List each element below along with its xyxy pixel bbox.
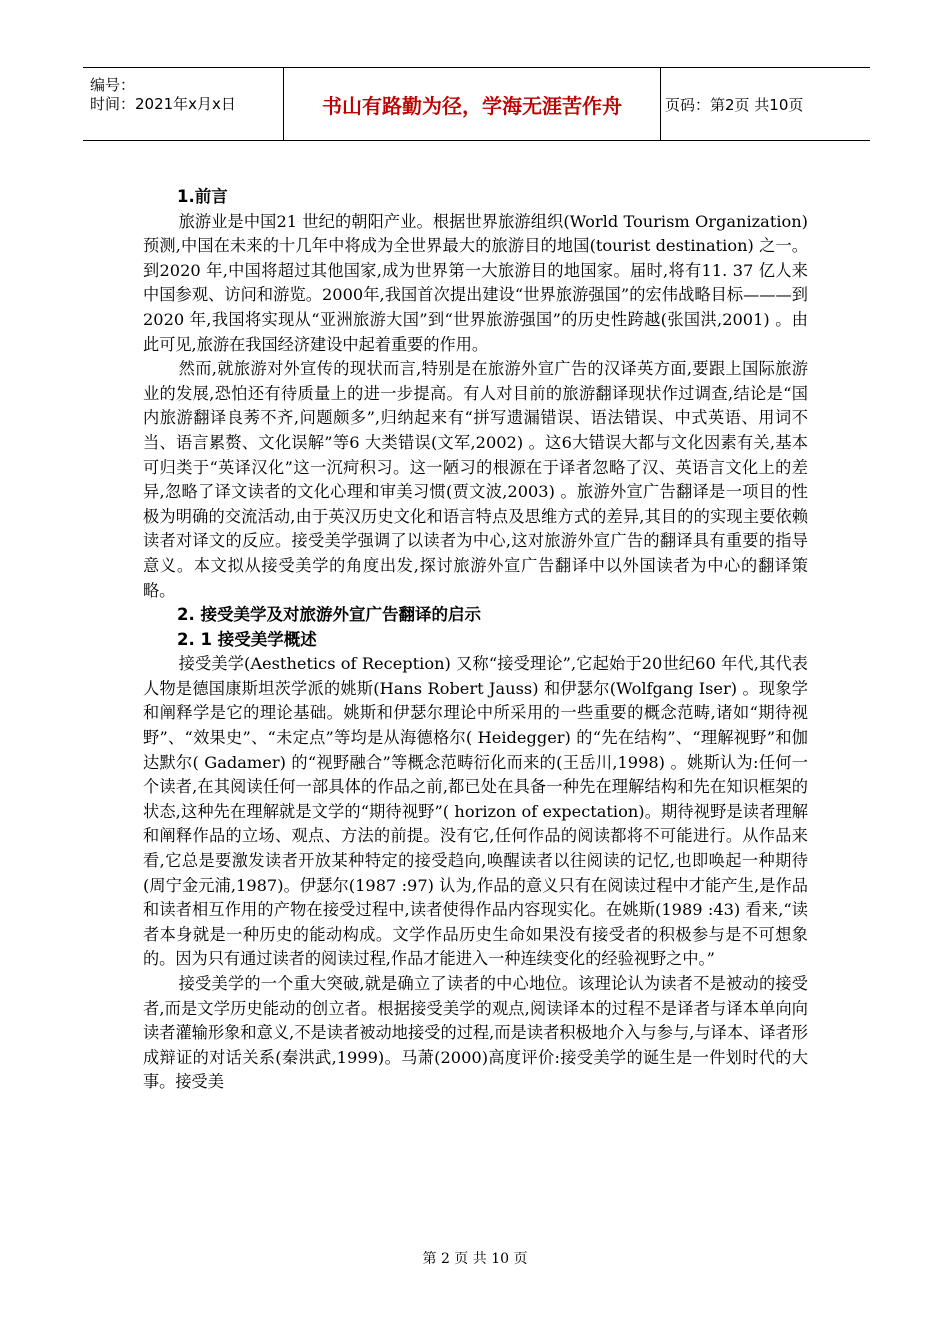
header-time-label: 时间：2021年x月x日	[90, 95, 236, 113]
section-1-paragraph-2: 然而,就旅游对外宣传的现状而言,特别是在旅游外宣广告的汉译英方面,要跟上国际旅游业的发展,恐怕还有待质量上的进一步提高。有人对目前的旅游翻译现状作过调查,结论是“国内旅游翻译良莠不齐,问题颇多”,归纳起来有“拼写遗漏错误、语法错误、中式英语、用词不当、语言累赘、文化误解”等6 大类错误(文军,2002) 。这6大错误大都与文化因素有关,基本可归类于“英译汉化”这一沉疴积习。这一陋习的根源在于译者忽略了汉、英语言文化上的差异,忽略了译文读者的文化心理和审美习惯(贾文波,2003) 。旅游外宣广告翻译是一项目的性极为明确的交流活动,由于英汉历史文化和语言特点及思维方式的差异,其目的的实现主要依赖读者对译文的反应。接受美学强调了以读者为中心,这对旅游外宣广告的翻译具有重要的指导意义。本文拟从接受美学的角度出发,探讨旅游外宣广告翻译中以外国读者为中心的翻译策略。	[143, 359, 808, 600]
header-motto: 书山有路勤为径，学海无涯苦作舟	[284, 68, 661, 140]
header-number-label: 编号：	[90, 76, 136, 94]
section-2-title: 2. 接受美学及对旅游外宣广告翻译的启示	[177, 605, 481, 625]
document-body	[143, 185, 808, 1095]
page-footer: 第 2 页 共 10 页	[422, 1251, 528, 1267]
header-page-label: 页码：第2页 共10页	[665, 95, 804, 114]
section-1-paragraph-1: 旅游业是中国21 世纪的朝阳产业。根据世界旅游组织(World Tourism Organization) 预测,中国在未来的十几年中将成为全世界最大的旅游目的地国(tourist destination) 之一。到2020 年,中国将超过其他国家,成为世界第一大旅游目的地国家。届时,将有11. 37 亿人来中国参观、访问和游览。2000年,我国首次提出建设“世界旅游强国”的宏伟战略目标———到2020 年,我国将实现从“亚洲旅游大国”到“世界旅游强国”的历史性跨越(张国洪,2001) 。由此可见,旅游在我国经济建设中起着重要的作用。	[143, 211, 808, 354]
document-header	[83, 67, 870, 141]
section-2-1-paragraph-1: 接受美学(Aesthetics of Reception) 又称“接受理论”,它起始于20世纪60 年代,其代表人物是德国康斯坦茨学派的姚斯(Hans Robert Jauss) 和伊瑟尔(Wolfgang Iser) 。现象学和阐释学是它的理论基础。姚斯和伊瑟尔理论中所采用的一些重要的概念范畴,诸如“期待视野”、“效果史”、“未定点”等均是从海德格尔( Heidegger) 的“先在结构”、“理解视野”和伽达默尔( Gadamer) 的“视野融合”等概念范畴衍化而来的(王岳川,1998) 。姚斯认为:任何一个读者,在其阅读任何一部具体的作品之前,都已处在具备一种先在理解结构和先在知识框架的状态,这种先在理解就是文学的“期待视野”( horizon of expectation)。期待视野是读者理解和阐释作品的立场、观点、方法的前提。没有它,任何作品的阅读都将不可能进行。从作品来看,它总是要激发读者开放某种特定的接受趋向,唤醒读者以往阅读的记忆,也即唤起一种期待(周宁金元浦,1987)。伊瑟尔(1987 :97) 认为,作品的意义只有在阅读过程中才能产生,是作品和读者相互作用的产物在接受过程中,读者使得作品内容现实化。在姚斯(1989 :43) 看来,“读者本身就是一种历史的能动构成。文学作品历史生命如果没有接受者的积极参与是不可想象的。因为只有通过读者的阅读过程,作品才能进入一种连续变化的经验视野之中。”	[143, 654, 808, 969]
section-2-1-title: 2. 1 接受美学概述	[177, 629, 317, 649]
section-2-1-paragraph-2: 接受美学的一个重大突破,就是确立了读者的中心地位。该理论认为读者不是被动的接受者,而是文学历史能动的创立者。根据接受美学的观点,阅读译本的过程不是译者与译本单向向读者灌输形象和意义,不是读者被动地接受的过程,而是读者积极地介入与参与,与译本、译者形成辩证的对话关系(秦洪武,1999)。马萧(2000)高度评价:接受美学的诞生是一件划时代的大事。接受美	[143, 974, 808, 1092]
section-1-title: 1.前言	[177, 187, 228, 206]
header-meta-cell	[83, 68, 284, 140]
